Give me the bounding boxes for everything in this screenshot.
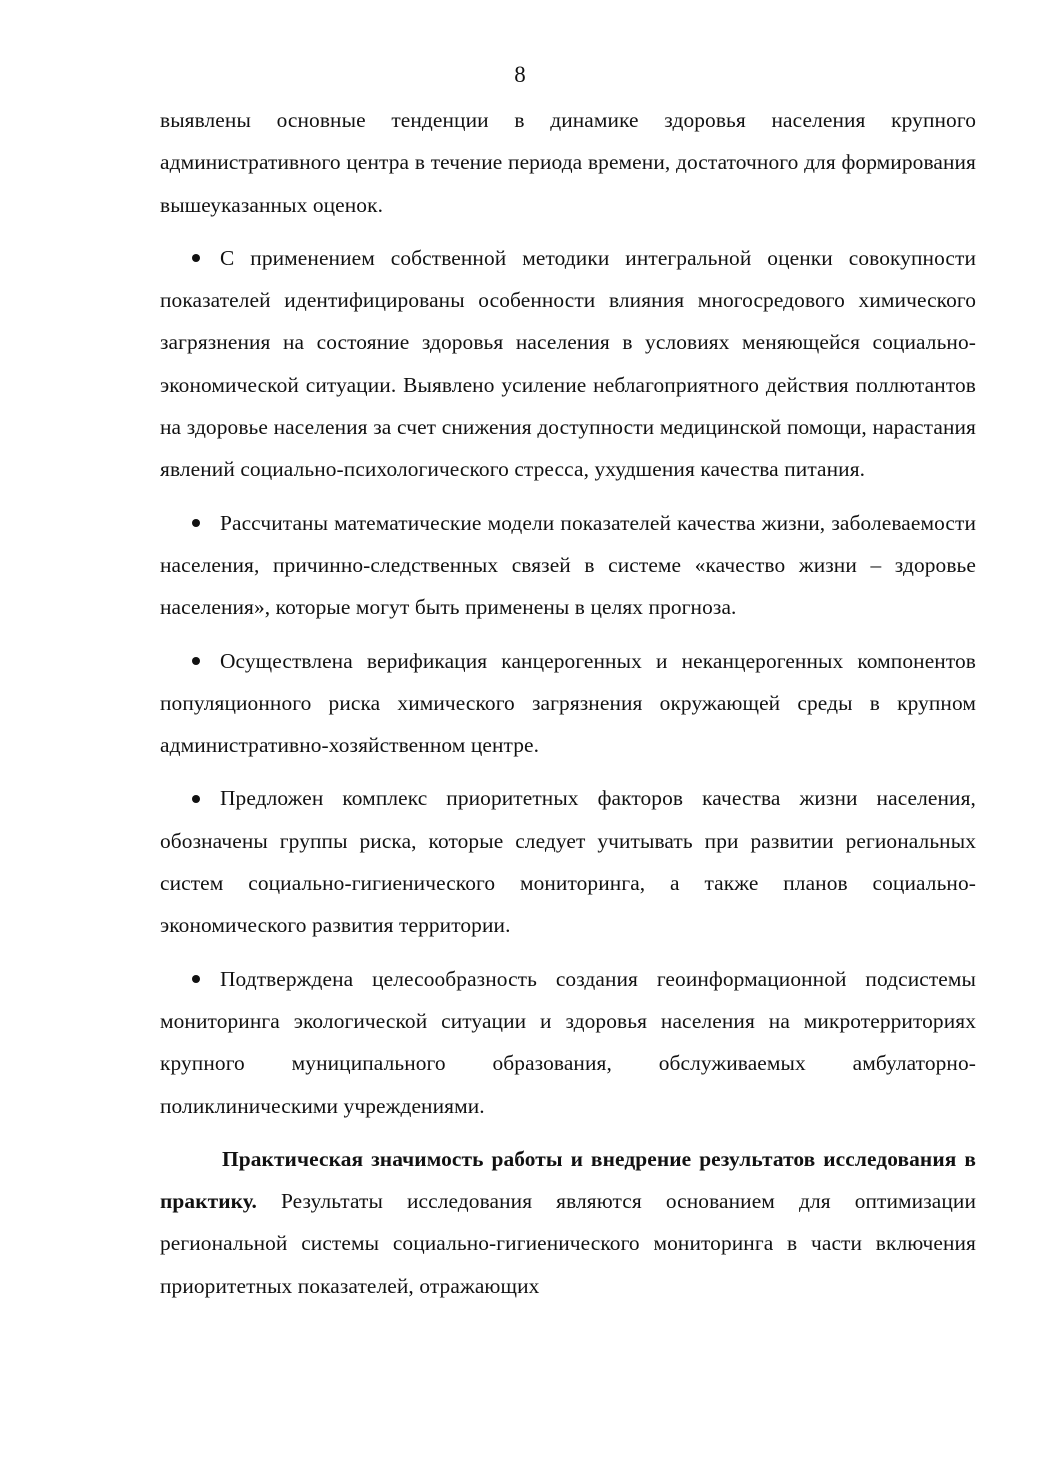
intro-paragraph: выявлены основные тенденции в динамике здоровья населения крупного административного центра в течение периода времени, достаточного для формирования вышеуказанных оценок.: [160, 108, 976, 217]
bullet-paragraph: [160, 958, 976, 1127]
bullet-paragraph: [160, 237, 976, 491]
bullet-text: Рассчитаны математические модели показателей качества жизни, заболеваемости населения, причинно-следственных связей в системе «качество жизни – здоровье населения», которые могут быть применены в целях прогноза.: [160, 510, 976, 620]
bullet-paragraph: [160, 640, 976, 767]
practical-heading: Практическая значимость работы и внедрение результатов исследования в практику.: [160, 1146, 976, 1214]
practical-text: Результаты исследования являются основанием для оптимизации региональной системы социально-гигиенического мониторинга в части включения приоритетных показателей, отражающих: [160, 1189, 976, 1298]
bullet-icon: [192, 958, 220, 1000]
bullet-text: С применением собственной методики интегральной оценки совокупности показателей идентифицированы особенности влияния многосредового химического загрязнения на состояние здоровья населения в условиях меняющейся социально-экономической ситуации. Выявлено усиление неблагоприятного действия поллютантов на здоровье населения за счет снижения доступности медицинской помощи, нарастания явлений социально-психологического стресса, ухудшения качества питания.: [160, 245, 976, 482]
bullet-icon: [192, 777, 220, 819]
bullet-text: Предложен комплекс приоритетных факторов качества жизни населения, обозначены группы риска, которые следует учитывать при развитии региональных систем социально-гигиенического мониторинга, а также планов социально-экономического развития территории.: [160, 786, 976, 938]
bullet-text: Осуществлена верификация канцерогенных и неканцерогенных компонентов популяционного риска химического загрязнения окружающей среды в крупном административно-хозяйственном центре.: [160, 648, 976, 758]
page-number: 8: [514, 62, 526, 87]
bullet-paragraph: [160, 502, 976, 629]
bullet-paragraph: [160, 777, 976, 946]
bullet-text: Подтверждена целесообразность создания геоинформационной подсистемы мониторинга экологической ситуации и здоровья населения на микротерриториях крупного муниципального образования, обслуживаемых амбулаторно-поликлиническими учреждениями.: [160, 966, 976, 1118]
bullet-icon: [192, 237, 220, 279]
bullet-icon: [192, 502, 220, 544]
body-text: [160, 99, 976, 1307]
practical-paragraph: [160, 1138, 976, 1307]
bullet-icon: [192, 640, 220, 682]
